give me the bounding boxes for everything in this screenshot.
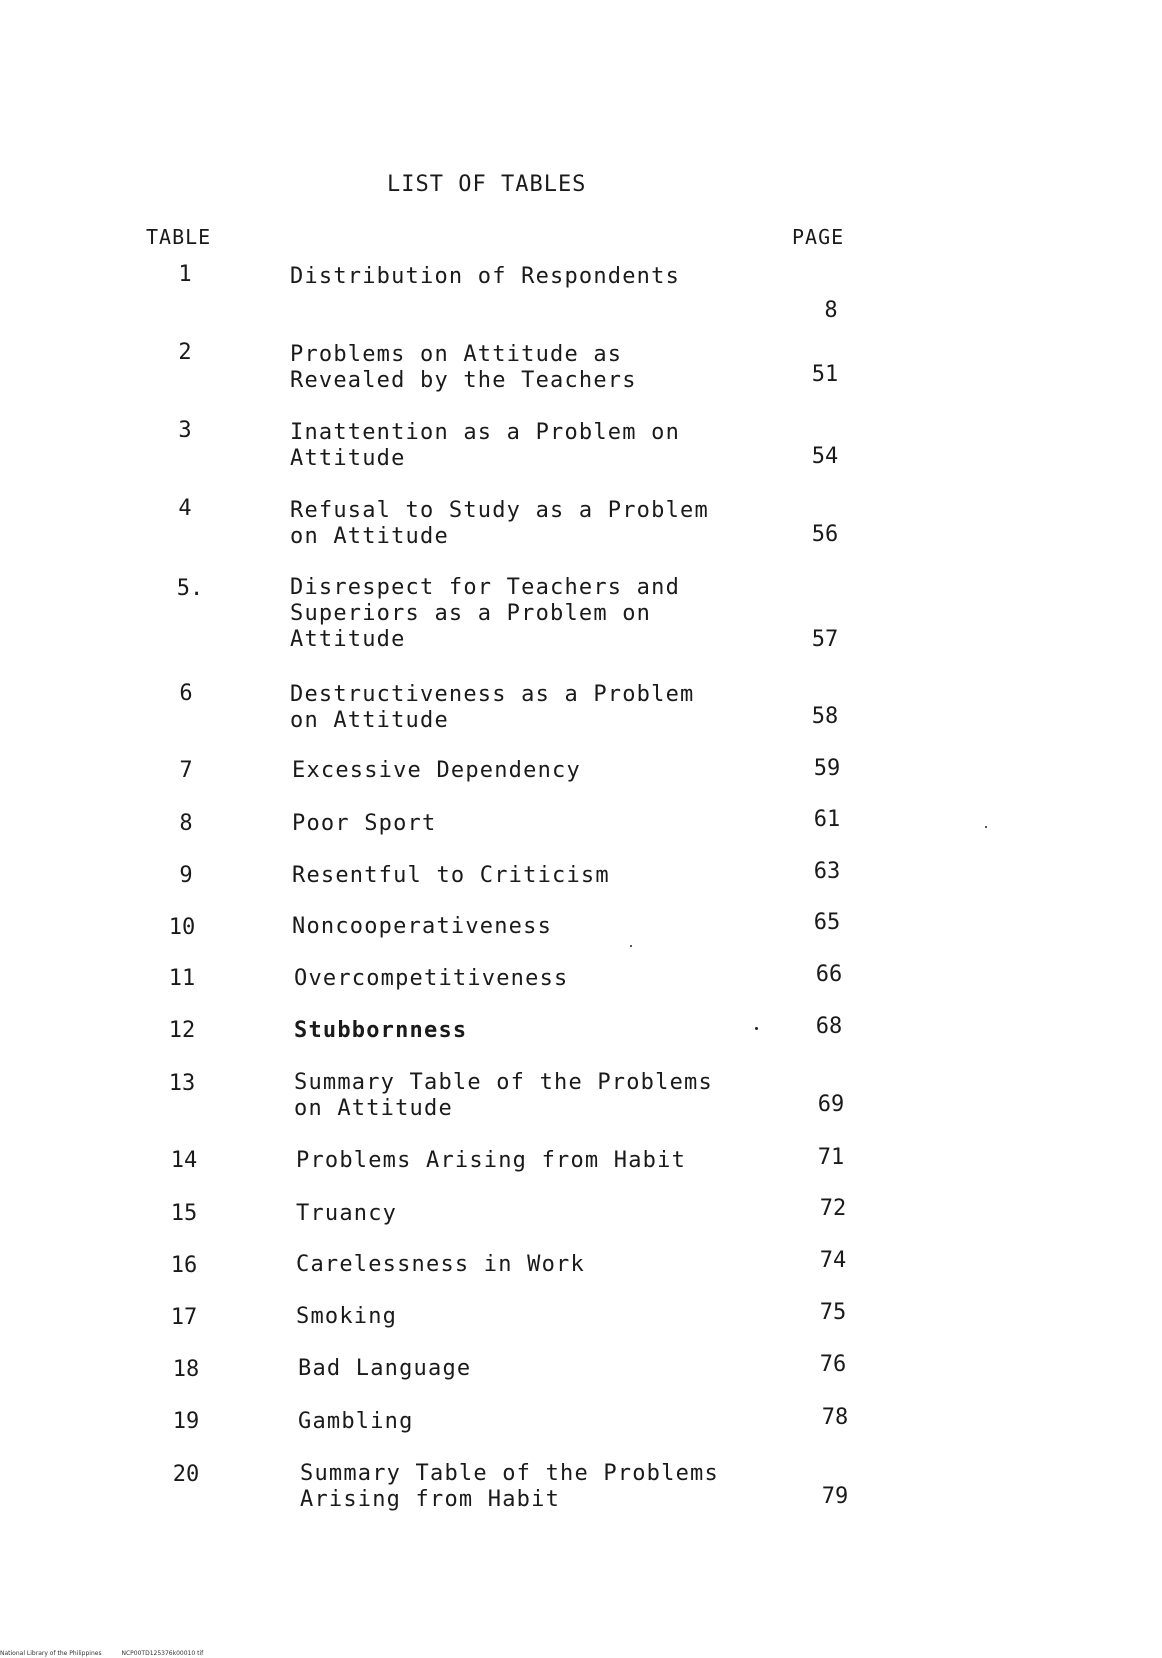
scan-speck — [985, 826, 987, 828]
table-number: 7 — [179, 758, 193, 783]
table-number: 11 — [168, 966, 196, 991]
table-title: Resentful to Criticism — [292, 863, 610, 888]
page-number: 72 — [819, 1196, 847, 1221]
scan-footer — [0, 1650, 221, 1657]
table-title: Poor Sport — [292, 811, 437, 836]
page-number: 51 — [811, 362, 839, 387]
table-number: 9 — [179, 863, 193, 888]
page-number: 71 — [817, 1145, 845, 1170]
table-title: Excessive Dependency — [292, 758, 581, 783]
table-number: 17 — [170, 1305, 198, 1330]
page-number: 68 — [815, 1014, 843, 1039]
page-number: 61 — [813, 807, 841, 832]
table-number: 8 — [179, 811, 193, 836]
page-number: 75 — [819, 1300, 847, 1325]
page-number: 79 — [821, 1484, 849, 1509]
table-number: 1 — [178, 262, 192, 287]
page-number: 59 — [813, 756, 841, 781]
table-title: Carelessness in Work — [296, 1252, 585, 1277]
table-title: Disrespect for Teachers and Superiors as a Problem on Attitude — [290, 575, 681, 652]
table-number: 2 — [178, 340, 192, 365]
page-number: 63 — [813, 859, 841, 884]
table-title: Distribution of Respondents — [290, 264, 681, 289]
table-number: 16 — [170, 1253, 198, 1278]
table-number: 15 — [170, 1201, 198, 1226]
table-title: Overcompetitiveness — [294, 966, 569, 991]
page-number: 69 — [817, 1092, 845, 1117]
table-title: Destructiveness as a Problem on Attitude — [290, 682, 695, 733]
page-title: LIST OF TABLES — [387, 172, 587, 197]
page-column-header: PAGE — [792, 225, 845, 249]
table-number: 20 — [172, 1462, 200, 1487]
table-number: 12 — [168, 1018, 196, 1043]
table-title: Summary Table of the Problems Arising from Habit — [300, 1461, 719, 1512]
table-number: 4 — [178, 496, 192, 521]
table-title: Problems on Attitude as Revealed by the Teachers — [290, 342, 637, 393]
page-number: 66 — [815, 962, 843, 987]
page-number: 58 — [811, 704, 839, 729]
table-number: 10 — [168, 915, 196, 940]
table-number: 5. — [176, 576, 204, 601]
table-number: 13 — [168, 1071, 196, 1096]
table-title: Summary Table of the Problems on Attitude — [294, 1070, 713, 1121]
page-number: 78 — [821, 1405, 849, 1430]
table-title: Inattention as a Problem on Attitude — [290, 420, 681, 471]
table-title: Smoking — [296, 1304, 398, 1329]
table-title: Stubbornness — [294, 1018, 468, 1043]
file-identifier: NCP00TD125376k00010 tif — [121, 1650, 204, 1657]
table-title: Refusal to Study as a Problem on Attitude — [290, 498, 709, 549]
page-number: 54 — [811, 444, 839, 469]
scan-speck — [630, 945, 632, 947]
table-number: 3 — [178, 418, 192, 443]
page-number: 8 — [824, 298, 838, 323]
table-title: Noncooperativeness — [292, 914, 553, 939]
page-number: 57 — [811, 627, 839, 652]
table-number: 18 — [172, 1357, 200, 1382]
scan-speck — [755, 1027, 758, 1030]
library-credit: National Library of the Philippines — [0, 1650, 102, 1657]
page-number: 76 — [819, 1352, 847, 1377]
table-column-header: TABLE — [146, 225, 212, 249]
page-number: 65 — [813, 910, 841, 935]
table-number: 6 — [179, 681, 193, 706]
table-title: Gambling — [298, 1409, 414, 1434]
table-title: Truancy — [296, 1201, 398, 1226]
table-number: 19 — [172, 1409, 200, 1434]
page-number: 74 — [819, 1248, 847, 1273]
table-number: 14 — [170, 1148, 198, 1173]
table-title: Bad Language — [298, 1356, 472, 1381]
table-title: Problems Arising from Habit — [296, 1148, 687, 1173]
page-number: 56 — [811, 522, 839, 547]
